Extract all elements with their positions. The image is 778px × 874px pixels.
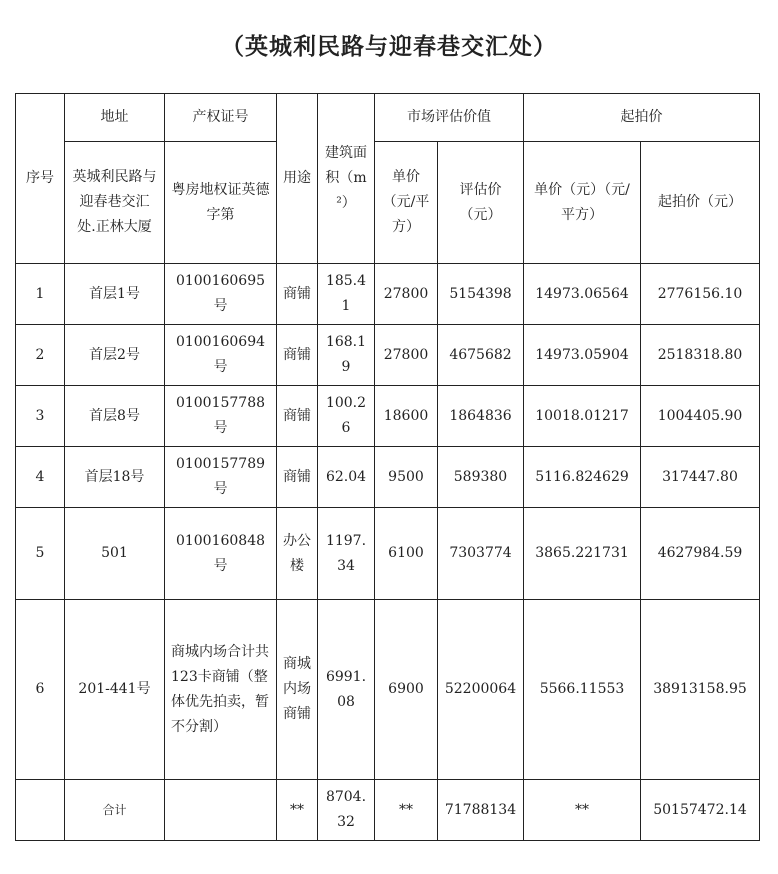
- cell-start-unit: 5566.11553: [524, 600, 641, 780]
- cell-address: 501: [65, 508, 165, 600]
- total-start-unit: **: [524, 780, 641, 841]
- cell-seq: [16, 780, 65, 841]
- cell-start-total: 38913158.95: [641, 600, 760, 780]
- cell-area: 6991.08: [318, 600, 375, 780]
- cell-usage: 办公楼: [277, 508, 318, 600]
- header-address-sub: 英城利民路与迎春巷交汇处.正林大厦: [65, 142, 165, 264]
- cell-unit-price: 27800: [375, 325, 438, 386]
- cell-appraised: 5154398: [438, 264, 524, 325]
- total-appraised: 71788134: [438, 780, 524, 841]
- table-row: [16, 325, 760, 386]
- cell-seq: 6: [16, 600, 65, 780]
- page-title: （英城利民路与迎春巷交汇处）: [221, 33, 557, 60]
- cell-address: 首层8号: [65, 386, 165, 447]
- cell-appraised: 4675682: [438, 325, 524, 386]
- table-row: [16, 386, 760, 447]
- header-unit-price: 单价（元/平方）: [375, 142, 438, 264]
- cell-start-total: 1004405.90: [641, 386, 760, 447]
- cell-cert: 0100157788号: [165, 386, 277, 447]
- table-row: [16, 264, 760, 325]
- header-area: 建筑面积（m²）: [318, 94, 375, 264]
- cell-start-unit: 5116.824629: [524, 447, 641, 508]
- cell-usage: 商铺: [277, 264, 318, 325]
- cell-area: 100.26: [318, 386, 375, 447]
- cell-usage: 商城内场商铺: [277, 600, 318, 780]
- header-usage: 用途: [277, 94, 318, 264]
- cell-address: 首层1号: [65, 264, 165, 325]
- cell-start-unit: 3865.221731: [524, 508, 641, 600]
- total-unit-price: **: [375, 780, 438, 841]
- cell-unit-price: 9500: [375, 447, 438, 508]
- cell-cert: 0100160694号: [165, 325, 277, 386]
- cell-unit-price: 27800: [375, 264, 438, 325]
- auction-table: [15, 93, 760, 841]
- cell-appraised: 1864836: [438, 386, 524, 447]
- header-start-unit: 单价（元）（元/平方）: [524, 142, 641, 264]
- header-address: 地址: [65, 94, 165, 142]
- header-seq: 序号: [16, 94, 65, 264]
- cell-address: 首层2号: [65, 325, 165, 386]
- cell-address: 201-441号: [65, 600, 165, 780]
- total-usage: **: [277, 780, 318, 841]
- header-start-total: 起拍价（元）: [641, 142, 760, 264]
- table-row: [16, 447, 760, 508]
- header-cert: 产权证号: [165, 94, 277, 142]
- cell-seq: 5: [16, 508, 65, 600]
- cell-usage: 商铺: [277, 325, 318, 386]
- cell-unit-price: 6900: [375, 600, 438, 780]
- cell-unit-price: 6100: [375, 508, 438, 600]
- cell-cert: 商城内场合计共123卡商铺（整体优先拍卖，暂不分割）: [165, 600, 277, 780]
- header-market-value: 市场评估价值: [375, 94, 524, 142]
- cell-cert: 0100160848号: [165, 508, 277, 600]
- header-start-price: 起拍价: [524, 94, 760, 142]
- table-row: [16, 508, 760, 600]
- total-start-total: 50157472.14: [641, 780, 760, 841]
- cell-appraised: 52200064: [438, 600, 524, 780]
- cell-cert: 0100157789号: [165, 447, 277, 508]
- header-appraised: 评估价（元）: [438, 142, 524, 264]
- total-label: 合计: [65, 780, 165, 841]
- cell-area: 1197.34: [318, 508, 375, 600]
- cell-area: 185.41: [318, 264, 375, 325]
- cell-appraised: 7303774: [438, 508, 524, 600]
- cell-seq: 3: [16, 386, 65, 447]
- cell-seq: 4: [16, 447, 65, 508]
- cell-start-total: 317447.80: [641, 447, 760, 508]
- cell-cert: [165, 780, 277, 841]
- total-row: [16, 780, 760, 841]
- total-area: 8704.32: [318, 780, 375, 841]
- cell-start-total: 4627984.59: [641, 508, 760, 600]
- cell-usage: 商铺: [277, 386, 318, 447]
- cell-unit-price: 18600: [375, 386, 438, 447]
- cell-cert: 0100160695号: [165, 264, 277, 325]
- cell-area: 62.04: [318, 447, 375, 508]
- header-cert-sub: 粤房地权证英德字第: [165, 142, 277, 264]
- table-row: [16, 600, 760, 780]
- cell-area: 168.19: [318, 325, 375, 386]
- cell-start-total: 2776156.10: [641, 264, 760, 325]
- cell-usage: 商铺: [277, 447, 318, 508]
- cell-start-unit: 14973.05904: [524, 325, 641, 386]
- cell-start-total: 2518318.80: [641, 325, 760, 386]
- cell-appraised: 589380: [438, 447, 524, 508]
- cell-seq: 1: [16, 264, 65, 325]
- cell-seq: 2: [16, 325, 65, 386]
- cell-address: 首层18号: [65, 447, 165, 508]
- cell-start-unit: 14973.06564: [524, 264, 641, 325]
- cell-start-unit: 10018.01217: [524, 386, 641, 447]
